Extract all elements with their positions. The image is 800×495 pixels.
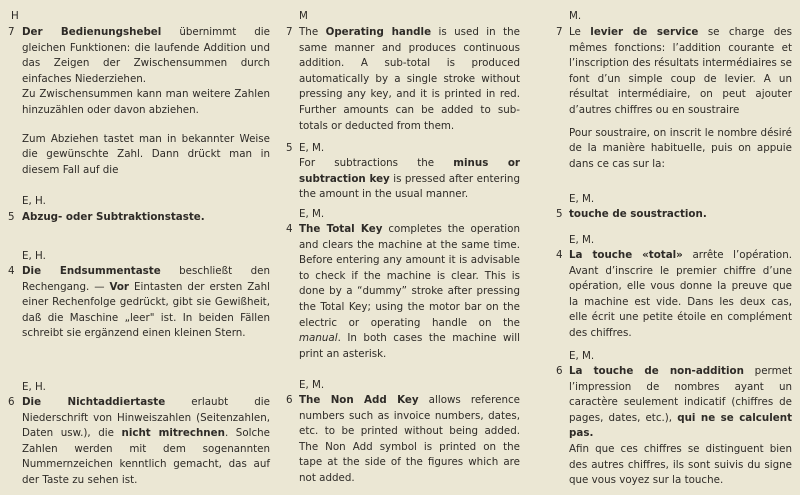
term: minus or subtraction key <box>299 157 520 185</box>
english-s5-header: 5 E, M. <box>286 142 325 154</box>
english-s6-header: E, M. <box>299 379 325 391</box>
german-s4-header: E, H. <box>22 250 46 262</box>
term: La touche de non-addition <box>569 365 744 377</box>
term: Abzug- oder Subtraktionstaste. <box>22 211 205 223</box>
item-number: 6 <box>286 394 293 406</box>
item-number: 7 <box>8 26 15 38</box>
french-model-header: M. <box>569 10 582 22</box>
german-s5-header: E, H. <box>22 195 46 207</box>
item-number: 5 <box>556 208 563 220</box>
term: Operating handle <box>325 26 432 38</box>
item-number: 4 <box>8 265 15 277</box>
english-model-header: M <box>299 10 308 22</box>
german-model-header: H <box>11 10 19 22</box>
item-number: 5 <box>8 211 15 223</box>
french-s5-header: E, M. <box>569 193 595 205</box>
english-s4-header: E, M. <box>299 208 325 220</box>
term: Die Nichtaddiertaste <box>22 396 166 408</box>
item-number: 7 <box>286 26 293 38</box>
french-s6-header: E, M. <box>569 350 595 362</box>
term: levier de service <box>590 26 699 38</box>
item-number: 6 <box>8 396 15 408</box>
term: The Non Add Key <box>299 394 419 406</box>
term: touche de soustraction. <box>569 208 707 220</box>
french-s4-header: E, M. <box>569 234 595 246</box>
term: Der Bedienungshebel <box>22 26 162 38</box>
item-number: 6 <box>556 365 563 377</box>
german-s6-header: E, H. <box>22 381 46 393</box>
item-number: 4 <box>556 249 563 261</box>
term: Die Endsummentaste <box>22 265 161 277</box>
term: The Total Key <box>299 223 383 235</box>
german-section-7 <box>8 25 270 175</box>
manual-page: H 7 Der Bedienungshebel übernimmt die gleichen Funktionen: die laufende Addition und das Zeigen der Zwischensummen durch einfaches Niederziehen. Zu Zwischensummen kann man weitere Zahlen hinzuzählen oder davon abziehen. Zum Abziehen tastet man in bekannter Weise die gewünschte Zahl. Dann drückt man in diesem Fall auf die E, H. 5 Abzug- oder Subtraktionstaste. E, H. 4 Die Endsummentaste beschließt den Rechengang. — Vor Eintasten der ersten Zahl einer Rechenfolge gedrückt, gibt sie Gewißheit, daß die Maschine „leer" ist. In beiden Fällen schreibt sie ergänzend einen kleinen Stern. E, H. 6 Die Nichtaddiertaste erlaubt die Niederschrift von Hinweiszahlen (Seitenzahlen, Daten usw.), die nicht mitrechnen. Solche Zahlen werden mit dem sogenannten Nummernzeichen kenntlich gemacht, das auf der Taste zu sehen ist. M 7 The Operating handle is used in the same manner and produces continuous addition. A sub-total is produced automatically by a single stroke without pressing any key, and it is printed in red. Further amounts can be added to sub-totals or deducted from them. 5 E, M. For subtractions the minus or subtraction key is pressed after entering the amount in the usual manner. E, M. 4 The Total Key completes the operation and clears the machine at the same time. Before entering any amount it is advisable to check if the machine is clear. This is done by a “dummy” stroke after pressing the Total Key; using the motor bar on the electric or operating handle on the manual. In both cases the machine will print an asterisk. E, M. 6 The Non Add Key allows reference numbers such as invoice numbers, dates, etc. to be printed without being added. The Non Add symbol is printed on the tape at the side of the figures which are not added. M. 7 Le levier de service se charge des mêmes fonctions: l’addition courante et l’inscription des résultats intermédiaires se font d’un simple coup de levier. A un résultat intermédiaire, on peut ajouter d’autres chiffres ou en soustraire Pour soustraire, on inscrit le nombre désiré de la manière habituelle, puis on appuie dans ce cas sur la: E, M. 5 touche de soustraction. E, M. 4 La touche «total» arrête l’opération. Avant d’inscrire le premier chiffre d’une opération, elle vous donne la preuve que la machine est vide. Dans les deux cas, elle écrit une petite étoile en complément des chiffres. E, M. 6 La touche de non-addition permet l’impression de nombres ayant un caractère seulement indicatif (chiffres de pages, dates, etc.), qui ne se calculent pas. Afin que ces chiffres se distinguent bien des autres chiffres, ils sont suivis du signe que vous voyez sur la touche. <box>8 10 792 487</box>
german-section-7-text: Der Bedienungshebel übernimmt die gleichen Funktionen: die laufende Addition und das Zeigen der Zwischensummen durch einfaches Niederziehen. Zu Zwischensummen kann man weitere Zahlen hinzuzählen oder davon abziehen. Zum Abziehen tastet man in bekannter Weise die gewünschte Zahl. Dann drückt man in diesem Fall auf die <box>22 26 270 176</box>
term: La touche «total» <box>569 249 683 261</box>
item-number: 7 <box>556 26 563 38</box>
item-number: 4 <box>286 223 293 235</box>
